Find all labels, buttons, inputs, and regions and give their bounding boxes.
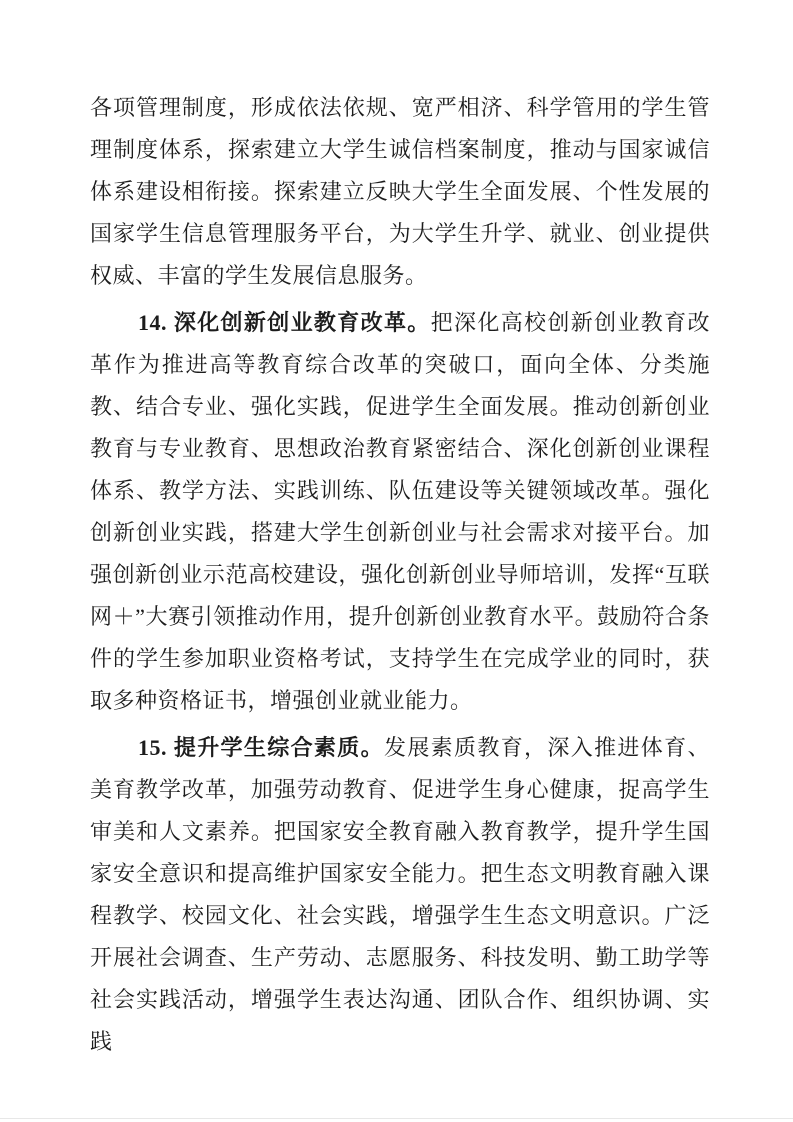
paragraph-item-14-lead: 14. 深化创新创业教育改革。 [138,310,431,335]
paragraph-item-14-body: 把深化高校创新创业教育改革作为推进高等教育综合改革的突破口，面向全体、分类施教、结合专业、强化实践，促进学生全面发展。推动创新创业教育与专业教育、思想政治教育紧密结合、深化创新创业课程体系、教学方法、实践训练、队伍建设等关键领域改革。强化创新创业实践，搭建大学生创新创业与社会需求对接平台。加强创新创业示范高校建设，强化创新创业导师培训，发挥“互联网＋”大赛引领推动作用，提升创新创业教育水平。鼓励符合条件的学生参加职业资格考试，支持学生在完成学业的同时，获取多种资格证书，增强创业就业能力。 [90,310,710,713]
paragraph-item-15-body: 发展素质教育，深入推进体育、美育教学改革，加强劳动教育、促进学生身心健康，捉高学生审美和人文素养。把国家安全教育融入教育教学，提升学生国家安全意识和提高维护国家安全能力。把生态文明教育融入课程教学、校园文化、社会实践，增强学生生态文明意识。广泛开展社会调查、生产劳动、志愿服务、科技发明、勤工助学等社会实践活动，增强学生表达沟通、团队合作、组织协调、实践 [90,735,710,1054]
document-content [90,87,710,1063]
paragraph-item-15 [90,727,710,1063]
page-bottom-edge [0,1118,793,1119]
paragraph-continuation-body: 各项管理制度，形成依法依规、宽严相济、科学管用的学生管理制度体系，探索建立大学生诚信档案制度，推动与国家诚信体系建设相衔接。探索建立反映大学生全面发展、个性发展的国家学生信息管理服务平台，为大学生升学、就业、创业提供权威、丰富的学生发展信息服务。 [90,95,710,288]
paragraph-continuation [90,87,710,297]
paragraph-item-15-lead: 15. 提升学生综合素质。 [138,735,384,760]
paragraph-item-14 [90,302,710,722]
